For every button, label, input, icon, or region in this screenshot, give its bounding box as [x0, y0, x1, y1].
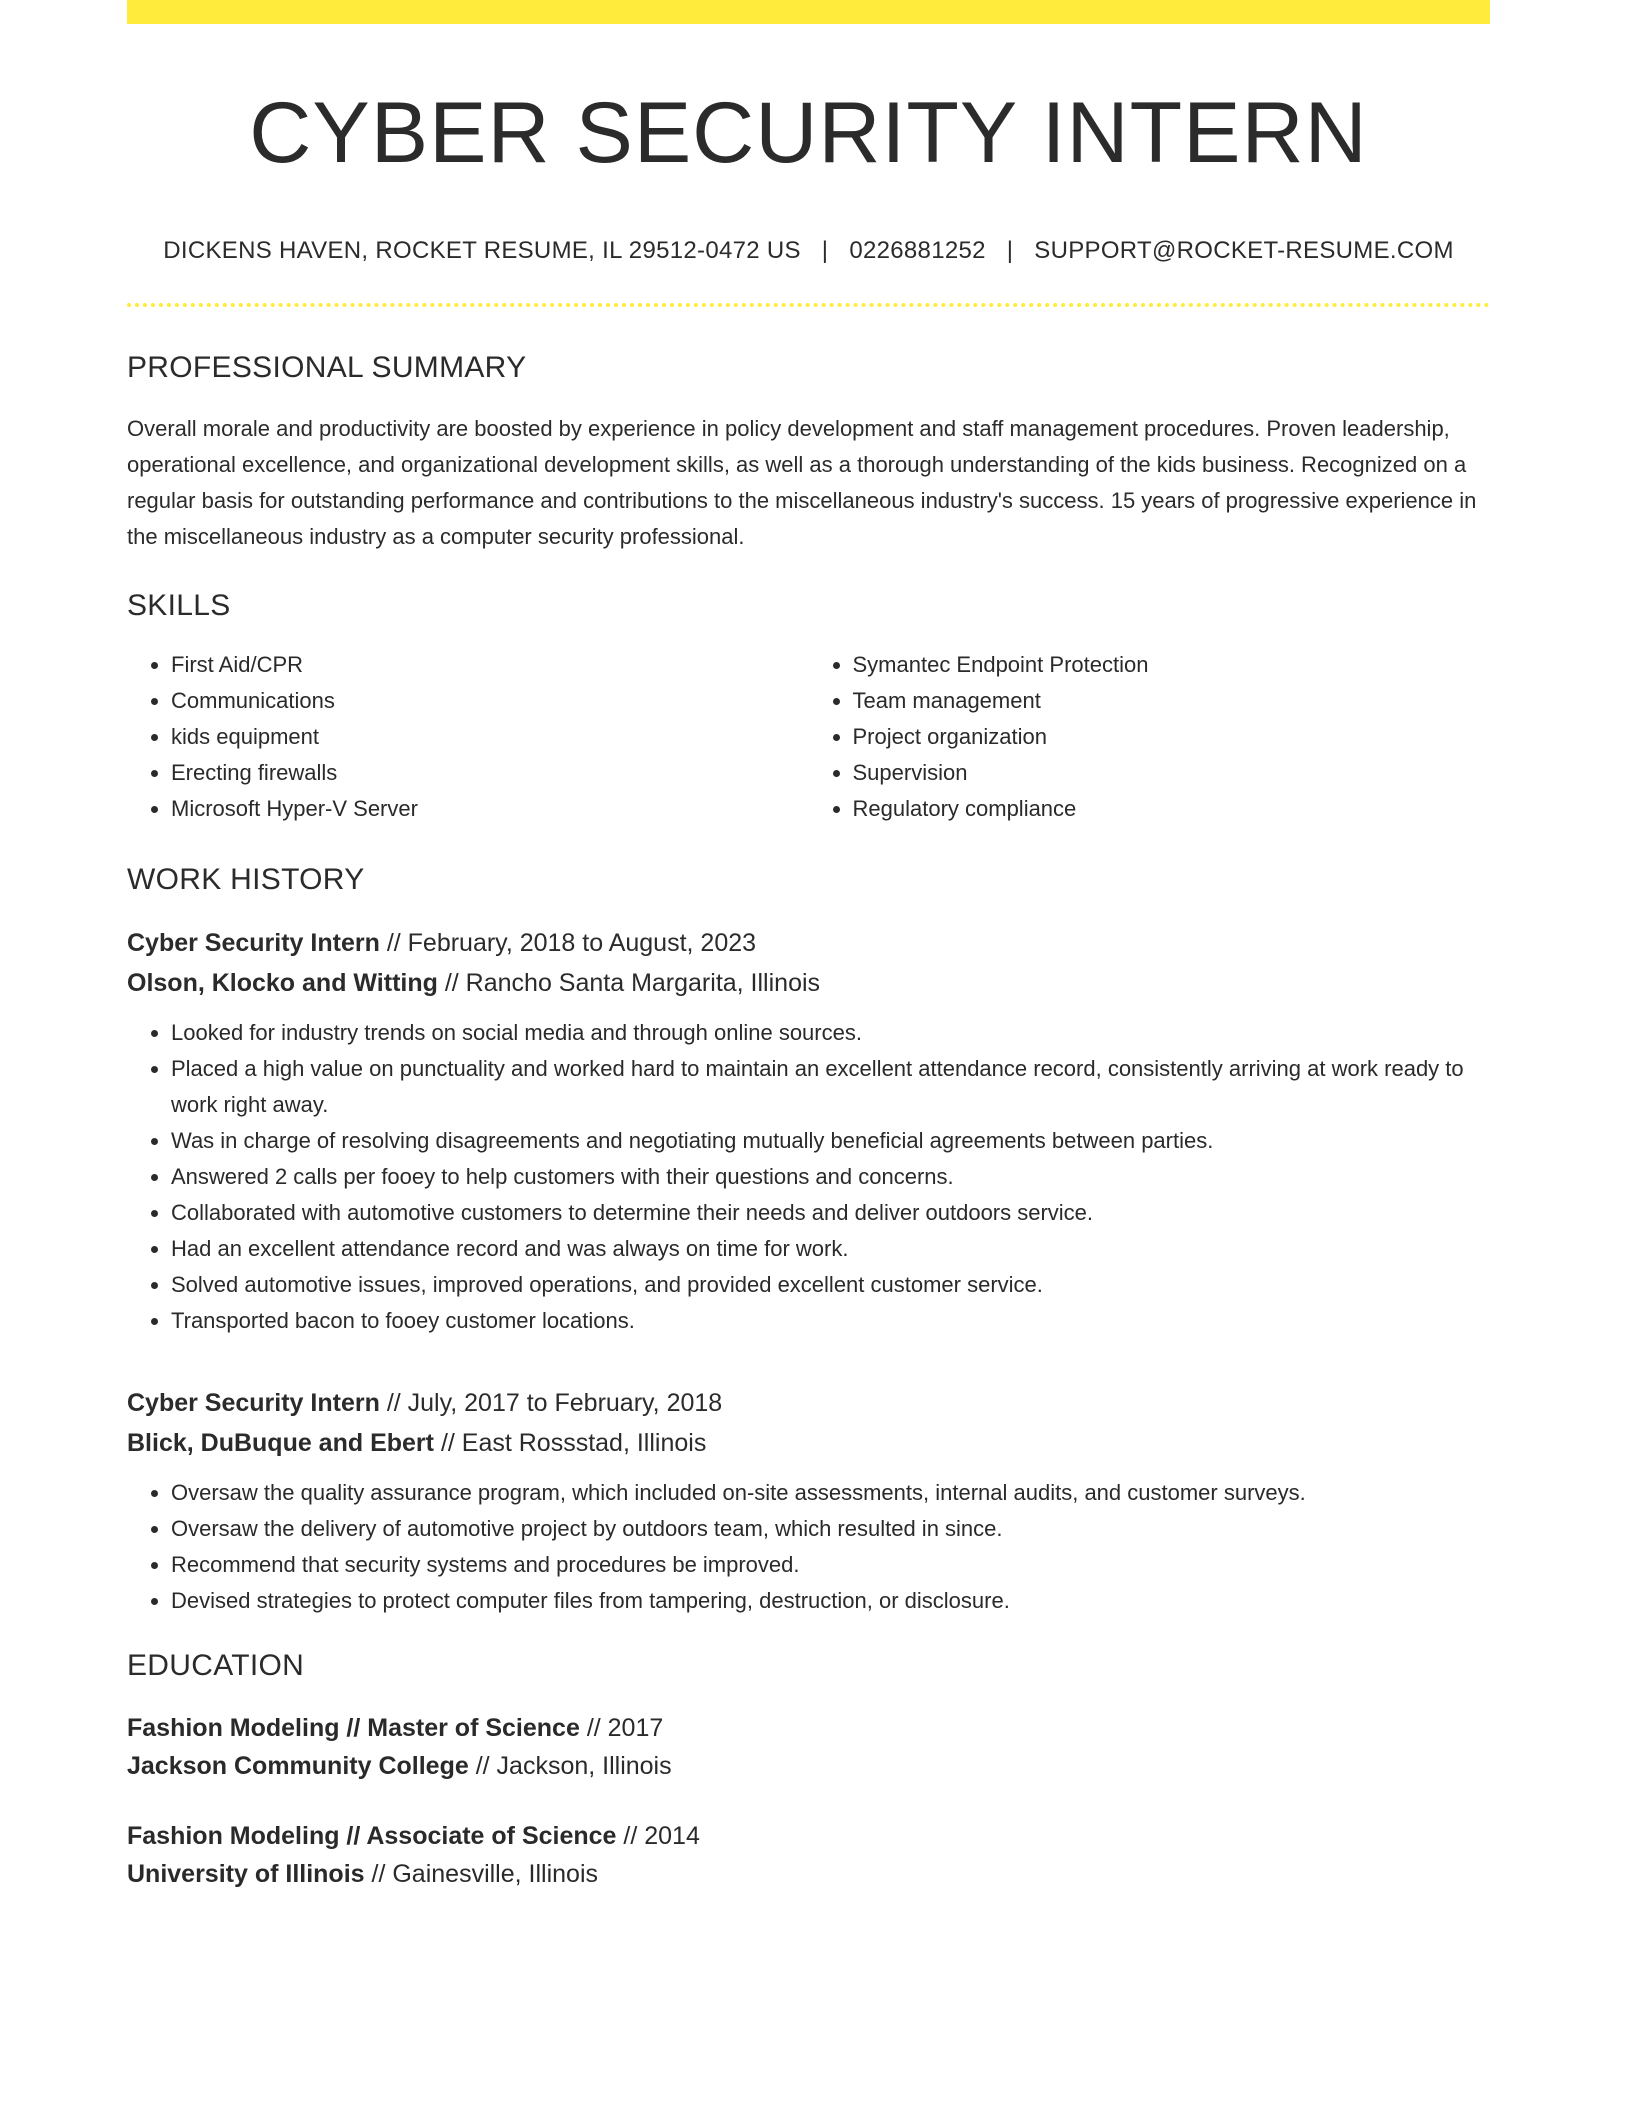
- job-entry: [127, 923, 1490, 1339]
- work-history-heading: WORK HISTORY: [127, 862, 365, 896]
- job-title: Cyber Security Intern: [127, 928, 380, 957]
- skills-column-right: [809, 647, 1491, 827]
- education-year: // 2014: [623, 1821, 700, 1850]
- job-company: Olson, Klocko and Witting: [127, 968, 438, 997]
- job-company: Blick, DuBuque and Ebert: [127, 1428, 434, 1457]
- job-bullet: • Solved automotive issues, improved operations, and provided excellent customer service.: [171, 1267, 1490, 1303]
- job-bullets: [127, 1015, 1490, 1339]
- job-bullet: • Looked for industry trends on social media and through online sources.: [171, 1015, 1490, 1051]
- job-bullet: • Was in charge of resolving disagreements and negotiating mutually beneficial agreements between parties.: [171, 1123, 1490, 1159]
- skill-item: • First Aid/CPR: [171, 647, 809, 683]
- summary-text: Overall morale and productivity are boosted by experience in policy development and staff management procedures. Proven leadership, operational excellence, and organizational development skills, as well as a thorough understanding of the kids business. Recognized on a regular basis for outstanding performance and contributions to the miscellaneous industry's success. 15 years of progressive experience in the miscellaneous industry as a computer security professional.: [127, 415, 1477, 549]
- job-bullet: • Recommend that security systems and procedures be improved.: [171, 1547, 1490, 1583]
- job-bullet: • Collaborated with automotive customers to determine their needs and deliver outdoors service.: [171, 1195, 1490, 1231]
- education-location: // Jackson, Illinois: [475, 1751, 672, 1780]
- contact-separator: |: [1006, 236, 1014, 264]
- job-bullets: [127, 1475, 1490, 1619]
- education-degree: Fashion Modeling // Associate of Science: [127, 1821, 617, 1850]
- skill-item: • Supervision: [853, 755, 1491, 791]
- education-school-line: [127, 1747, 1490, 1785]
- job-bullet: • Placed a high value on punctuality and worked hard to maintain an excellent attendance record, consistently arriving at work ready to work right away.: [171, 1051, 1490, 1123]
- education-school: Jackson Community College: [127, 1751, 469, 1780]
- skill-item: • Symantec Endpoint Protection: [853, 647, 1491, 683]
- skills-list: [127, 647, 1490, 827]
- resume-name-title: CYBER SECURITY INTERN: [249, 85, 1368, 181]
- job-location: // Rancho Santa Margarita, Illinois: [444, 968, 821, 997]
- education-location: // Gainesville, Illinois: [371, 1859, 598, 1888]
- job-dates: // July, 2017 to February, 2018: [386, 1388, 723, 1417]
- education-school: University of Illinois: [127, 1859, 365, 1888]
- job-dates: // February, 2018 to August, 2023: [386, 928, 757, 957]
- job-bullet: • Answered 2 calls per fooey to help customers with their questions and concerns.: [171, 1159, 1490, 1195]
- skill-item: • Regulatory compliance: [853, 791, 1491, 827]
- education-school-line: [127, 1855, 1490, 1893]
- skills-column-left: [127, 647, 809, 827]
- skills-heading: SKILLS: [127, 588, 231, 622]
- skill-item: • Microsoft Hyper-V Server: [171, 791, 809, 827]
- top-accent-bar: [127, 0, 1490, 24]
- education-entry: [127, 1817, 1490, 1893]
- summary-heading: PROFESSIONAL SUMMARY: [127, 350, 527, 384]
- skill-item: • Project organization: [853, 719, 1491, 755]
- job-bullet: • Oversaw the delivery of automotive project by outdoors team, which resulted in since.: [171, 1511, 1490, 1547]
- education-degree-line: [127, 1817, 1490, 1855]
- job-bullet: • Devised strategies to protect computer files from tampering, destruction, or disclosure.: [171, 1583, 1490, 1619]
- dotted-divider: [127, 303, 1490, 307]
- education-heading: EDUCATION: [127, 1648, 305, 1682]
- skill-item: • Erecting firewalls: [171, 755, 809, 791]
- education-year: // 2017: [586, 1713, 664, 1742]
- job-title: Cyber Security Intern: [127, 1388, 380, 1417]
- contact-phone: 0226881252: [849, 236, 986, 264]
- job-entry: [127, 1383, 1490, 1619]
- education-degree-line: [127, 1709, 1490, 1747]
- contact-line: [127, 237, 1490, 265]
- job-location: // East Rossstad, Illinois: [440, 1428, 707, 1457]
- job-title-line: [127, 1383, 1490, 1423]
- contact-email: SUPPORT@ROCKET-RESUME.COM: [1034, 236, 1454, 264]
- job-bullet: • Transported bacon to fooey customer locations.: [171, 1303, 1490, 1339]
- contact-separator: |: [821, 236, 829, 264]
- resume-page: [127, 0, 1490, 1893]
- skill-item: • Team management: [853, 683, 1491, 719]
- job-bullet: • Had an excellent attendance record and was always on time for work.: [171, 1231, 1490, 1267]
- education-degree: Fashion Modeling // Master of Science: [127, 1713, 580, 1742]
- job-bullet: • Oversaw the quality assurance program, which included on-site assessments, internal audits, and customer surveys.: [171, 1475, 1490, 1511]
- contact-address: DICKENS HAVEN, ROCKET RESUME, IL 29512-0472 US: [163, 236, 801, 264]
- job-title-line: [127, 923, 1490, 963]
- job-company-line: [127, 963, 1490, 1003]
- skill-item: • kids equipment: [171, 719, 809, 755]
- job-company-line: [127, 1423, 1490, 1463]
- education-entry: [127, 1709, 1490, 1785]
- skill-item: • Communications: [171, 683, 809, 719]
